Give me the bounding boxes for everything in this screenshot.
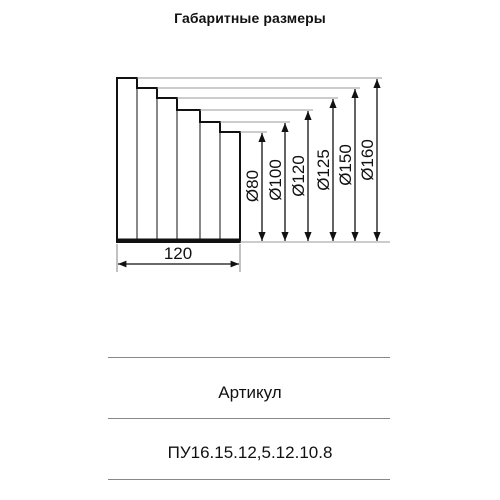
diameter-label-80: Ø80 [243,169,262,203]
diameter-label-100: Ø100 [266,159,285,201]
diameter-label-160: Ø160 [358,139,377,181]
divider-top [108,357,390,358]
adapter-body [117,78,240,242]
diameter-label-150: Ø150 [336,144,355,186]
article-label: Артикул [218,383,282,402]
diameter-label-120: Ø120 [289,155,308,197]
article-value: ПУ16.15.12,5.12.10.8 [167,443,333,462]
length-label: 120 [163,244,193,263]
diameter-label-125: Ø125 [314,149,333,191]
section-title: Габаритные размеры [174,10,326,26]
divider-middle [108,418,390,419]
divider-bottom [108,479,390,480]
